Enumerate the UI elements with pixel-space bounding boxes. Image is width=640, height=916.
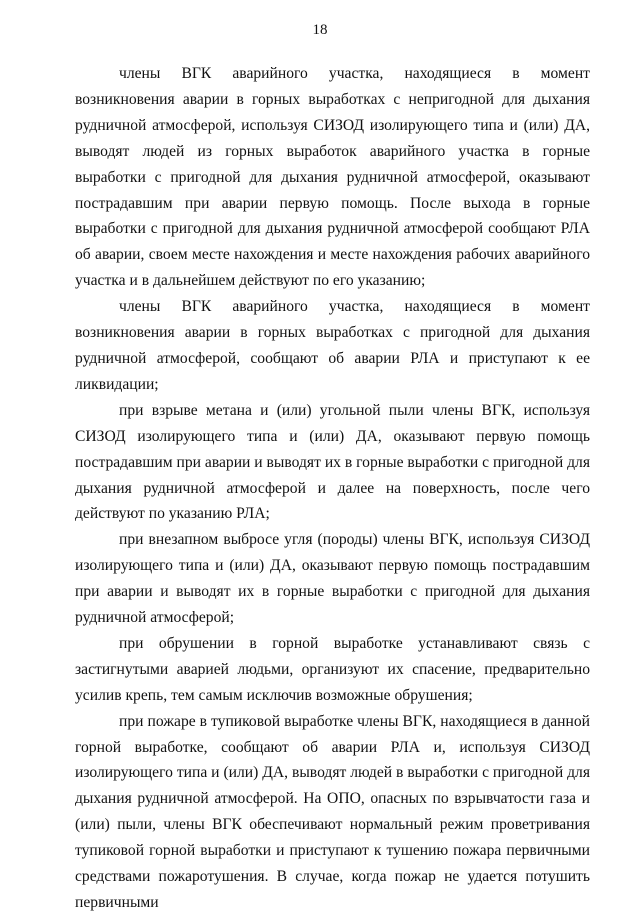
paragraph-4: при внезапном выбросе угля (породы) члены ВГК, используя СИЗОД изолирующего типа и (или) ДА, оказывают первую помощь пострадавшим при аварии и выводят их в горные выработки с пригодной для дыхания рудничной атмосферой; <box>75 531 590 627</box>
page-number: 18 <box>312 22 328 38</box>
paragraph-2: члены ВГК аварийного участка, находящиеся в момент возникновения аварии в горных выработках с пригодной для дыхания рудничной атмосферой, сообщают об аварии РЛА и приступают к ее ликвидации; <box>75 298 590 393</box>
paragraph-6: при пожаре в тупиковой выработке члены ВГК, находящиеся в данной горной выработке, сообщают об аварии РЛА и, используя СИЗОД изолирующего типа и (или) ДА, выводят людей в выработки с пригодной для дыхания рудничной атмосферой. На ОПО, опасных по взрывчатости газа и (или) пыли, члены ВГК обеспечивают нормальный режим проветривания тупиковой горной выработки и приступают к тушению пожара первичными средствами пожаротушения. В случае, когда пожар не удается потушить первичными <box>75 712 590 911</box>
paragraph-3: при взрыве метана и (или) угольной пыли члены ВГК, используя СИЗОД изолирующего типа и (или) ДА, оказывают первую помощь пострадавшим при аварии и выводят их в горные выработки с пригодной для дыхания рудничной атмосферой и далее на поверхность, после чего действуют по указанию РЛА; <box>75 401 590 523</box>
paragraph-1: члены ВГК аварийного участка, находящиеся в момент возникновения аварии в горных выработках с непригодной для дыхания рудничной атмосферой, используя СИЗОД изолирующего типа и (или) ДА, выводят людей из горных выработок аварийного участка в горные выработки с пригодной для дыхания рудничной атмосферой, оказывают пострадавшим при аварии первую помощь. После выхода в горные выработки с пригодной для дыхания рудничной атмосферой сообщают РЛА об аварии, своем месте нахождения и месте нахождения рабочих аварийного участка и в дальнейшем действуют по его указанию; <box>75 65 590 290</box>
paragraph-5: при обрушении в горной выработке устанавливают связь с застигнутыми аварией людьми, организуют их спасение, предварительно усилив крепь, тем самым исключив возможные обрушения; <box>75 634 590 704</box>
document-body <box>75 61 590 916</box>
